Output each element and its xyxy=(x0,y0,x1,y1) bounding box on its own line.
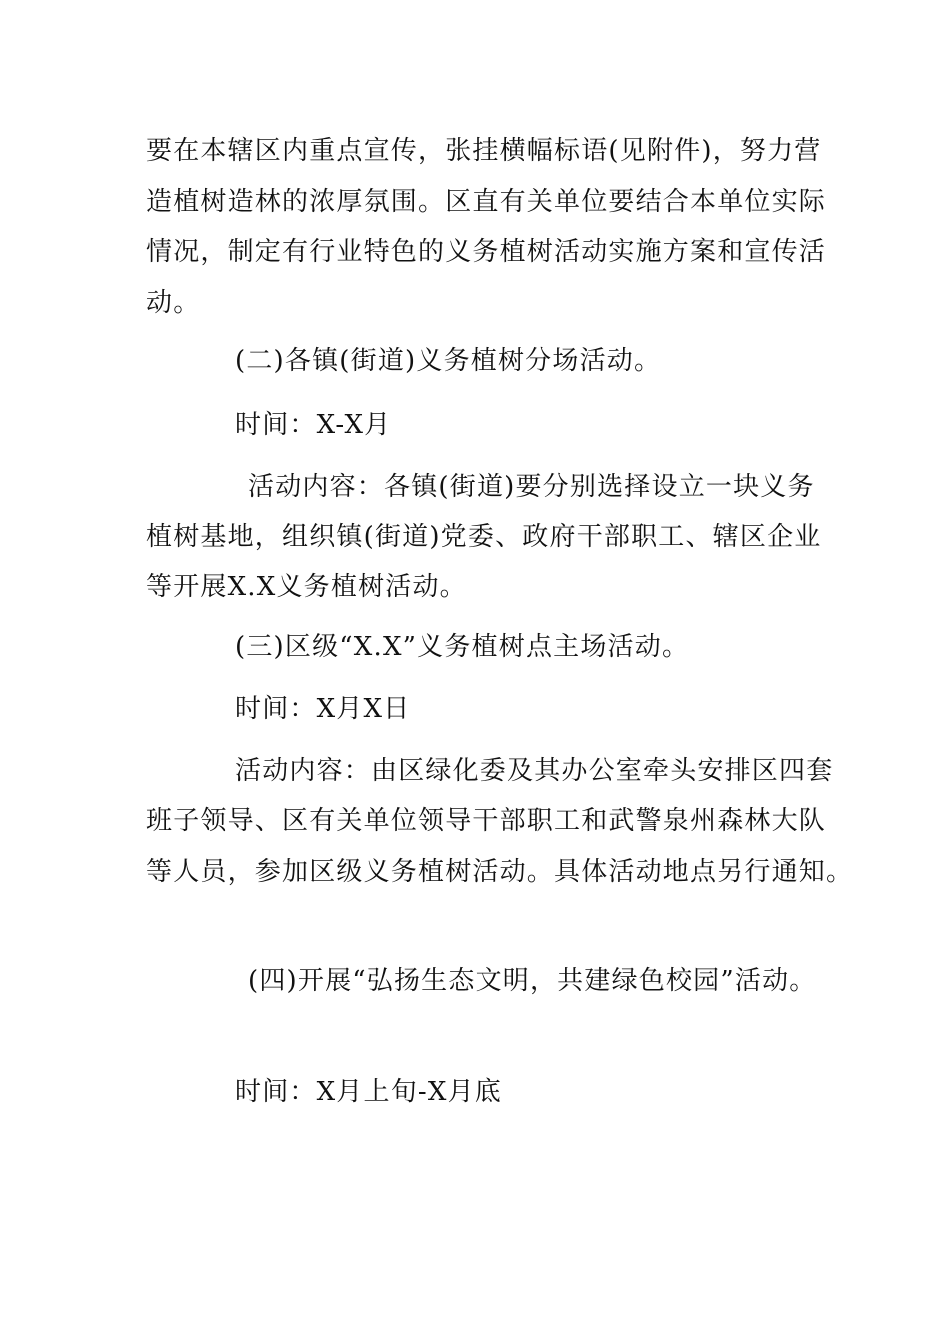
section-heading: (二)各镇(街道)义务植树分场活动。 xyxy=(235,346,662,376)
paragraph-line: 等人员，参加区级义务植树活动。具体活动地点另行通知。 xyxy=(146,857,854,887)
time-line: 时间：X月上旬-X月底 xyxy=(235,1077,503,1107)
paragraph-line: 动。 xyxy=(146,288,201,318)
paragraph-line: 要在本辖区内重点宣传，张挂横幅标语(见附件)，努力营 xyxy=(146,136,822,166)
paragraph-line: 植树基地，组织镇(街道)党委、政府干部职工、辖区企业 xyxy=(146,522,822,552)
section-heading: (四)开展“弘扬生态文明，共建绿色校园”活动。 xyxy=(248,966,817,996)
section-heading: (三)区级“X.X”义务植树点主场活动。 xyxy=(235,632,690,662)
paragraph-line: 造植树造林的浓厚氛围。区直有关单位要结合本单位实际 xyxy=(146,187,827,217)
paragraph-line: 活动内容：各镇(街道)要分别选择设立一块义务 xyxy=(248,472,815,502)
time-line: 时间：X-X月 xyxy=(235,410,392,440)
paragraph-line: 活动内容：由区绿化委及其办公室牵头安排区四套 xyxy=(235,756,834,786)
paragraph-line: 情况，制定有行业特色的义务植树活动实施方案和宣传活 xyxy=(146,237,827,267)
paragraph-line: 等开展X.X义务植树活动。 xyxy=(146,572,467,602)
paragraph-line: 班子领导、区有关单位领导干部职工和武警泉州森林大队 xyxy=(146,806,827,836)
time-line: 时间：X月X日 xyxy=(235,694,411,724)
